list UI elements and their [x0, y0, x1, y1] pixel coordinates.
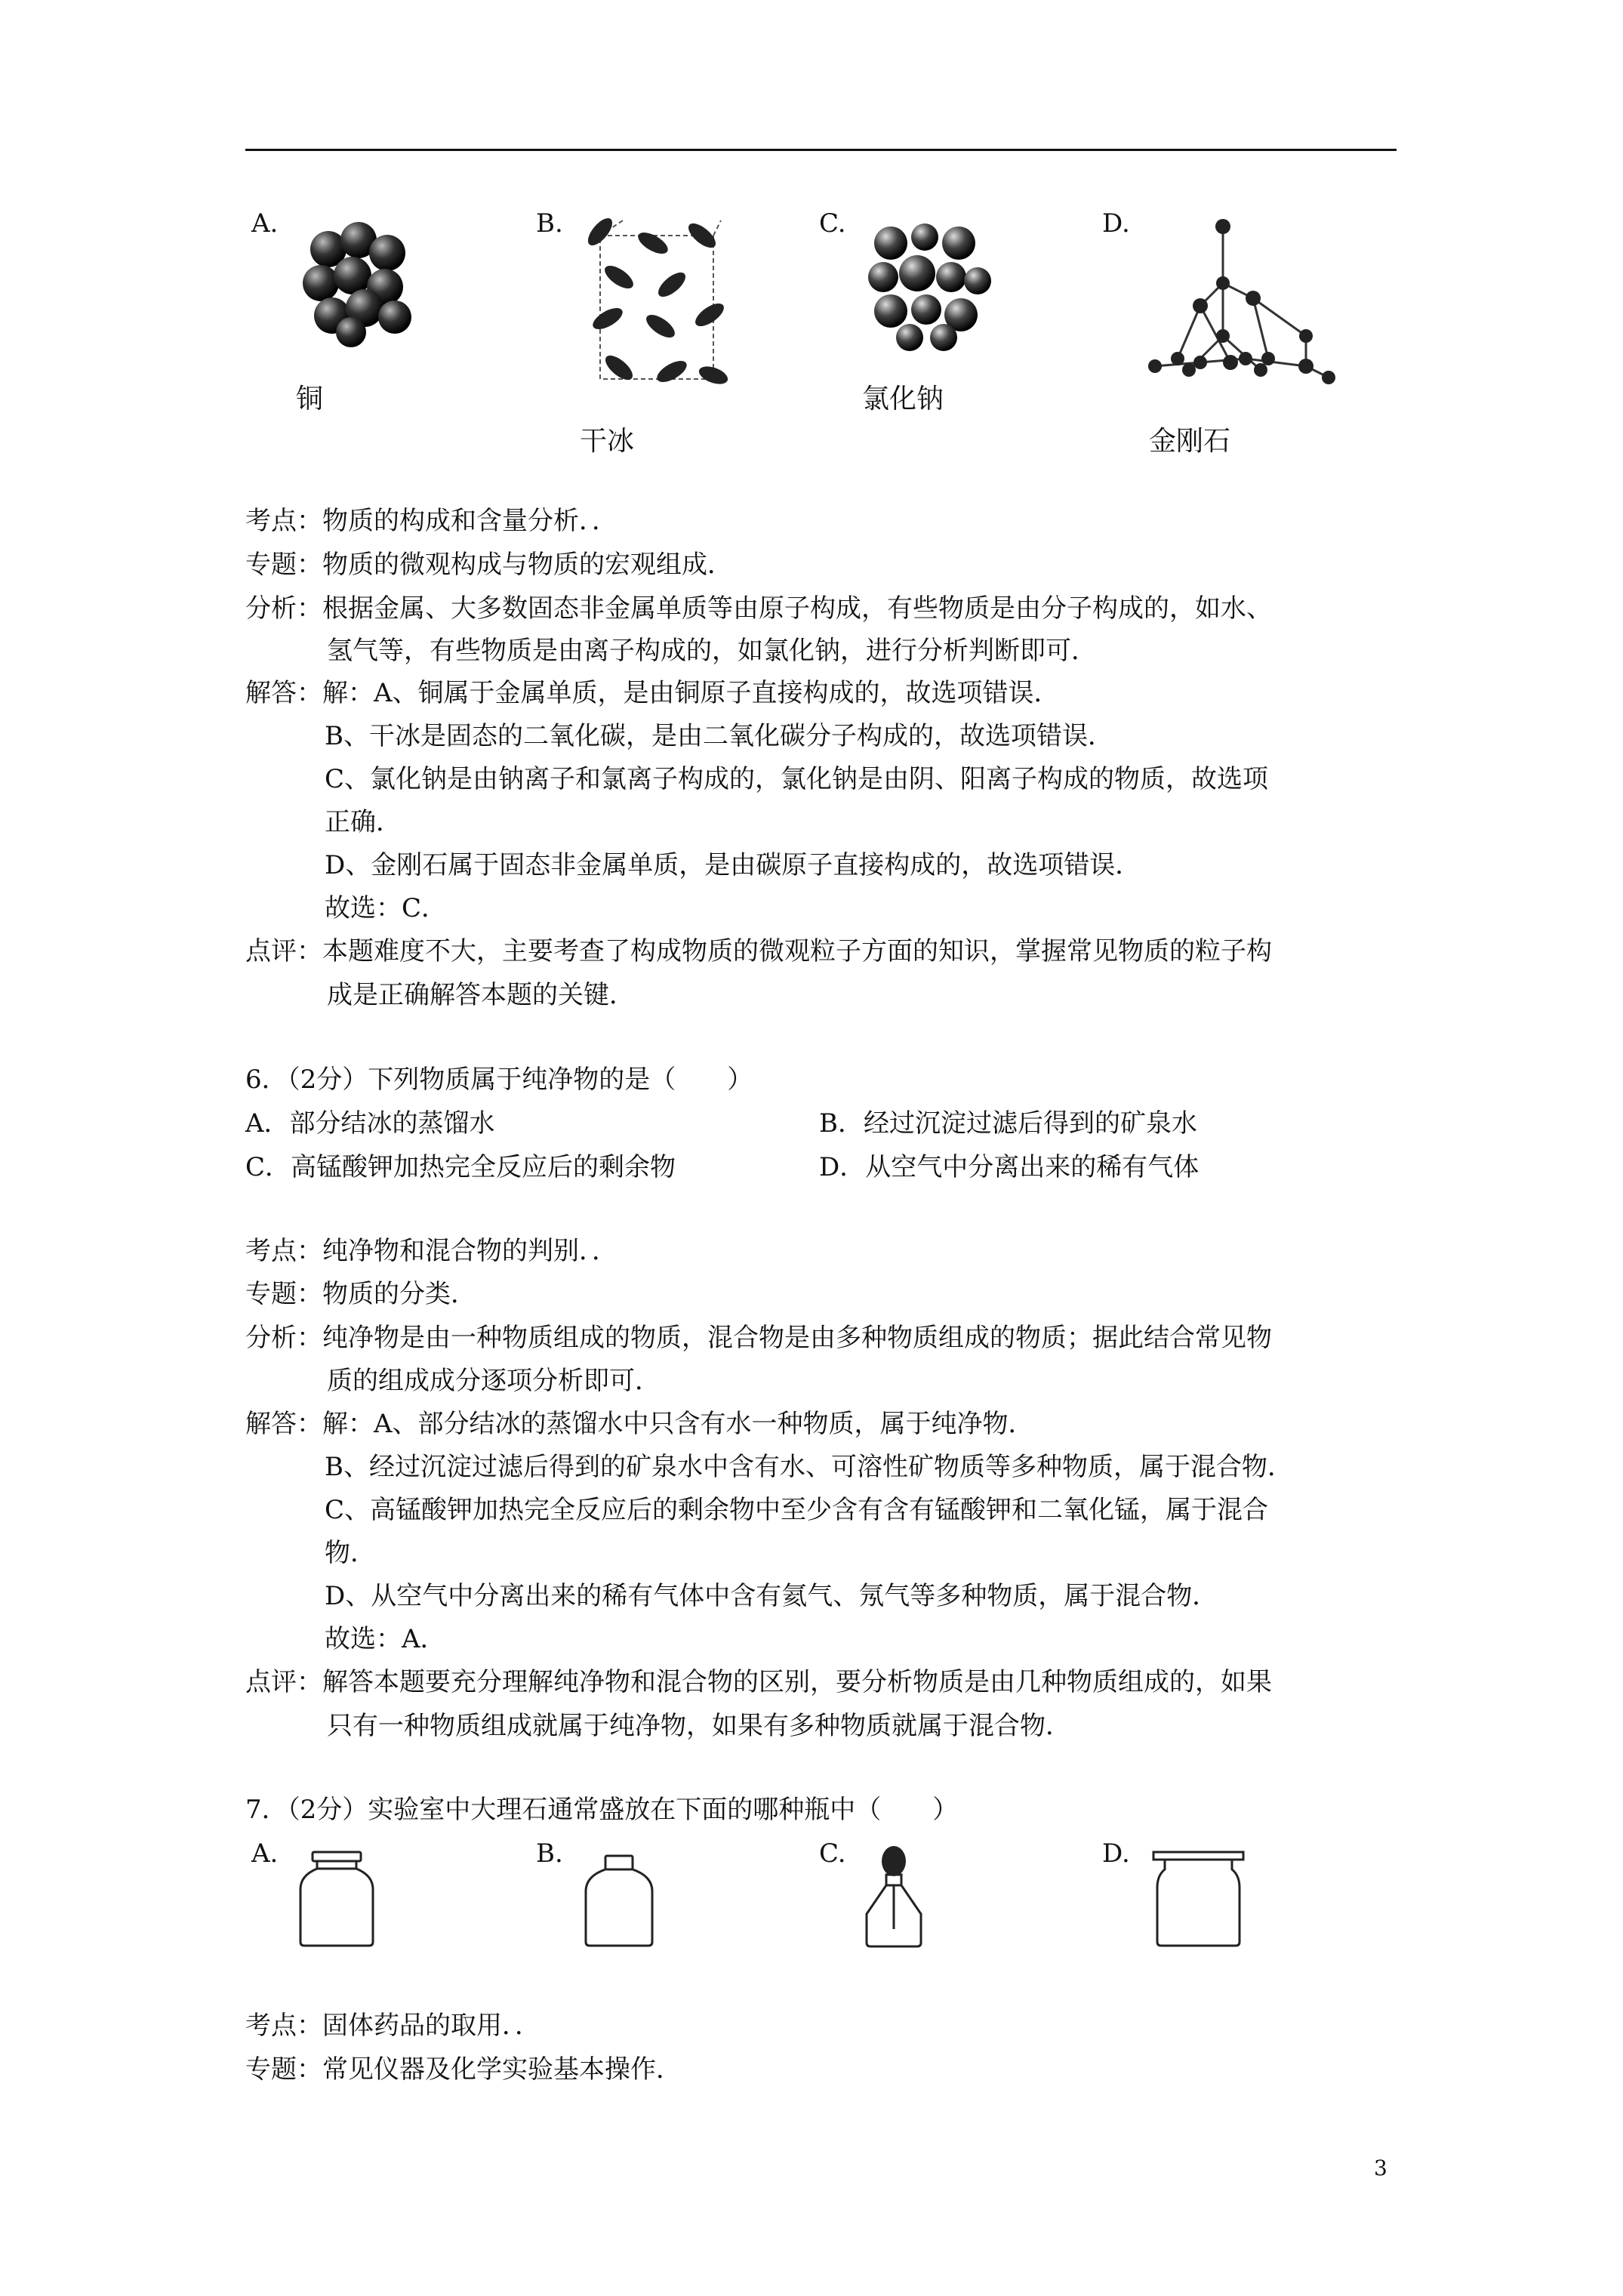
q7-option-c-label: C. [819, 1838, 846, 1869]
dropper-bottle-icon [862, 1845, 926, 1954]
q6-jieda-line: 解答：解：A、部分结冰的蒸馏水中只含有水一种物质，属于纯净物． [245, 1409, 1034, 1439]
q5-zhuanti: 专题：物质的微观构成与物质的宏观组成． [245, 550, 733, 580]
gas-jar-icon [1151, 1850, 1246, 1948]
q5-jieda-line: 正确． [325, 807, 402, 837]
copper-crystal-icon [298, 219, 419, 347]
q5-option-d-label: D. [1102, 208, 1130, 239]
q7-option-a-label: A. [251, 1838, 279, 1869]
q5-option-a-label: A. [251, 208, 279, 239]
header-rule [245, 149, 1397, 151]
q6-stem: 6．（2分）下列物质属于纯净物的是（ ） [245, 1065, 753, 1095]
q5-kaodian: 考点：物质的构成和含量分析．． [245, 506, 617, 536]
q6-fenxi-line: 质的组成成分逐项分析即可． [327, 1366, 661, 1396]
q5-option-c-label: C. [819, 208, 846, 239]
q5-jieda-line: 解答：解：A、铜属于金属单质，是由铜原子直接构成的，故选项错误． [245, 678, 1060, 708]
q6-jieda-line: B、经过沉淀过滤后得到的矿泉水中含有水、可溶性矿物质等多种物质，属于混合物． [325, 1452, 1293, 1482]
q6-option-d: D．从空气中分离出来的稀有气体 [819, 1152, 1200, 1182]
q7-option-b-label: B. [536, 1838, 563, 1869]
q5-fenxi-line: 分析：根据金属、大多数固态非金属单质等由原子构成，有些物质是由分子构成的，如水、 [245, 593, 1272, 624]
q6-dianping-line: 点评：解答本题要充分理解纯净物和混合物的区别，要分析物质是由几种物质组成的，如果 [245, 1667, 1272, 1697]
q6-jieda-line: C、高锰酸钾加热完全反应后的剩余物中至少含有含有锰酸钾和二氧化锰，属于混合 [325, 1495, 1269, 1525]
q5-fenxi-line: 氢气等，有些物质是由离子构成的，如氯化钠，进行分析判断即可． [327, 636, 1097, 666]
q5-option-c-caption: 氯化钠 [862, 384, 944, 415]
q6-jieda-line: 物． [325, 1538, 376, 1568]
q7-zhuanti: 专题：常见仪器及化学实验基本操作． [245, 2054, 682, 2085]
dry-ice-crystal-icon [577, 213, 728, 394]
q6-option-c: C．高锰酸钾加热完全反应后的剩余物 [245, 1152, 676, 1182]
q6-option-a: A．部分结冰的蒸馏水 [245, 1108, 495, 1139]
q5-option-b-label: B. [536, 208, 563, 239]
page-number: 3 [1374, 2156, 1387, 2180]
q7-option-d-label: D. [1102, 1838, 1130, 1869]
q5-option-b-caption: 干冰 [580, 426, 635, 457]
q6-fenxi-line: 分析：纯净物是由一种物质组成的物质，混合物是由多种物质组成的物质；据此结合常见物 [245, 1323, 1272, 1353]
q5-option-a-caption: 铜 [296, 384, 324, 415]
q6-jieda-line: D、从空气中分离出来的稀有气体中含有氦气、氖气等多种物质，属于混合物． [325, 1581, 1218, 1611]
q6-zhuanti: 专题：物质的分类． [245, 1279, 476, 1309]
q7-stem: 7．（2分）实验室中大理石通常盛放在下面的哪种瓶中（ ） [245, 1795, 959, 1825]
q5-jieda-line: D、金刚石属于固态非金属单质，是由碳原子直接构成的，故选项错误． [325, 850, 1141, 880]
wide-mouth-bottle-icon [296, 1850, 379, 1948]
q6-option-b: B．经过沉淀过滤后得到的矿泉水 [819, 1108, 1197, 1139]
q5-dianping-line: 点评：本题难度不大，主要考查了构成物质的微观粒子方面的知识，掌握常见物质的粒子构 [245, 936, 1272, 966]
q5-option-d-caption: 金刚石 [1149, 426, 1231, 457]
q6-dianping-line: 只有一种物质组成就属于纯净物，如果有多种物质就属于混合物． [327, 1711, 1071, 1741]
q6-kaodian: 考点：纯净物和混合物的判别．． [245, 1236, 617, 1266]
q7-kaodian: 考点：固体药品的取用．． [245, 2011, 540, 2041]
q5-jieda-line: 故选：C． [325, 893, 448, 923]
sodium-chloride-crystal-icon [864, 220, 993, 353]
narrow-mouth-bottle-icon [581, 1854, 657, 1948]
diamond-structure-icon [1140, 215, 1336, 396]
q5-jieda-line: C、氯化钠是由钠离子和氯离子构成的，氯化钠是由阴、阳离子构成的物质，故选项 [325, 764, 1269, 794]
q6-jieda-line: 故选：A． [325, 1624, 446, 1654]
q5-jieda-line: B、干冰是固态的二氧化碳，是由二氧化碳分子构成的，故选项错误． [325, 721, 1113, 751]
q5-dianping-line: 成是正确解答本题的关键． [327, 980, 635, 1010]
